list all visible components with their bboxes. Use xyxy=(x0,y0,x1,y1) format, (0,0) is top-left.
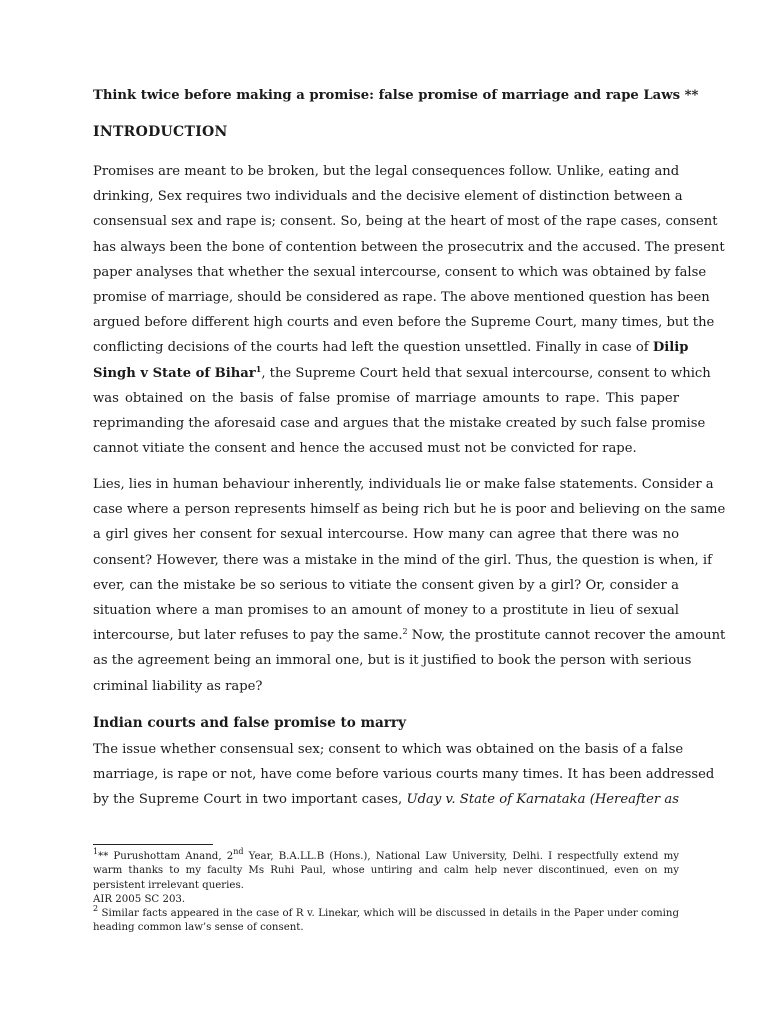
text-line xyxy=(93,361,711,386)
text-line: paper analyses that whether the sexual intercourse, consent to which was obtained by false xyxy=(93,264,707,280)
text-line: was obtained on the basis of false promise of marriage amounts to rape. This paper xyxy=(93,390,679,406)
footnote-line: persistent irrelevant queries. xyxy=(93,879,244,891)
footnote-ref-1[interactable]: 1 xyxy=(255,363,262,374)
case-name-bold: Singh v State of Bihar xyxy=(93,365,256,381)
text-line: Promises are meant to be broken, but the legal consequences follow. Unlike, eating and xyxy=(93,164,680,179)
footnote-line: AIR 2005 SC 203. xyxy=(93,894,186,906)
footnote-line xyxy=(93,904,679,921)
text-line: drinking, Sex requires two individuals and the decisive element of distinction between a xyxy=(93,189,683,205)
text-line xyxy=(93,623,726,648)
footnote-line xyxy=(93,847,680,864)
paper-title: Think twice before making a promise: false promise of marriage and rape Laws ** xyxy=(93,88,699,103)
text-line: ever, can the mistake be so serious to vitiate the consent given by a girl? Or, consider a xyxy=(93,577,679,593)
text-line: as the agreement being an immoral one, but is it justified to book the person with serious xyxy=(93,653,692,669)
text-line: consent? However, there was a mistake in the mind of the girl. Thus, the question is when, if xyxy=(93,552,712,568)
text-line xyxy=(93,335,689,360)
case-name-bold: Dilip xyxy=(652,340,689,356)
text-line: criminal liability as rape? xyxy=(93,678,263,694)
text-line: has always been the bone of contention between the prosecutrix and the accused. The present xyxy=(93,239,725,255)
section-paragraph xyxy=(93,737,715,813)
text-line: reprimanding the aforesaid case and argues that the mistake created by such false promise xyxy=(93,415,706,431)
text-run: by the Supreme Court in two important cases, xyxy=(93,792,407,808)
text-line: marriage, is rape or not, have come before various courts many times. It has been addressed xyxy=(93,767,715,783)
text-line: promise of marriage, should be considered as rape. The above mentioned question has been xyxy=(93,289,710,305)
footnote-line: warm thanks to my faculty Ms Ruhi Paul, whose untiring and calm help never discontinued, even on my xyxy=(93,865,679,877)
text-line: Lies, lies in human behaviour inherently, individuals lie or make false statements. Consider a xyxy=(93,477,714,492)
text-line: The issue whether consensual sex; consent to which was obtained on the basis of a false xyxy=(93,742,684,757)
text-line: consensual sex and rape is; consent. So, being at the heart of most of the rape cases, consent xyxy=(93,214,718,230)
footnote-1 xyxy=(93,847,680,908)
footnote-separator xyxy=(93,844,213,845)
text-run: ** Purushottam Anand, 2 xyxy=(98,851,234,862)
footnote-2 xyxy=(93,904,679,936)
footnote-marker: 2 xyxy=(93,904,99,913)
text-line: case where a person represents himself as being rich but he is poor and believing on the same xyxy=(93,502,726,518)
case-name-italic: Uday v. State of Karnataka (Hereafter as xyxy=(406,792,679,808)
text-run: , the Supreme Court held that sexual intercourse, consent to which xyxy=(261,365,711,381)
text-run: intercourse, but later refuses to pay the same. xyxy=(93,628,403,644)
footnote-ref-2[interactable]: 2 xyxy=(402,627,408,637)
introduction-paragraph-2 xyxy=(93,472,726,699)
introduction-heading: INTRODUCTION xyxy=(93,124,228,140)
text-line: a girl gives her consent for sexual intercourse. How many can agree that there was no xyxy=(93,527,679,543)
introduction-paragraph-1 xyxy=(93,159,725,461)
text-line: argued before different high courts and even before the Supreme Court, many times, but the xyxy=(93,315,715,331)
section-heading: Indian courts and false promise to marry xyxy=(93,715,406,731)
footnote-line: heading common law’s sense of consent. xyxy=(93,922,304,934)
text-line xyxy=(93,787,679,812)
text-run: Now, the prostitute cannot recover the amount xyxy=(407,628,726,644)
footnote-marker: 1 xyxy=(93,847,99,856)
text-run: Similar facts appeared in the case of R v. Linekar, which will be discussed in details in the Paper under coming xyxy=(98,908,679,919)
text-line: situation where a man promises to an amount of money to a prostitute in lieu of sexual xyxy=(93,602,679,618)
text-line: cannot vitiate the consent and hence the accused must not be convicted for rape. xyxy=(93,441,637,457)
text-run: conflicting decisions of the courts had left the question unsettled. Finally in case of xyxy=(93,340,649,356)
text-run: Year, B.A.LL.B (Hons.), National Law University, Delhi. I respectfully extend my xyxy=(243,851,680,862)
ordinal-suffix: nd xyxy=(233,847,244,856)
